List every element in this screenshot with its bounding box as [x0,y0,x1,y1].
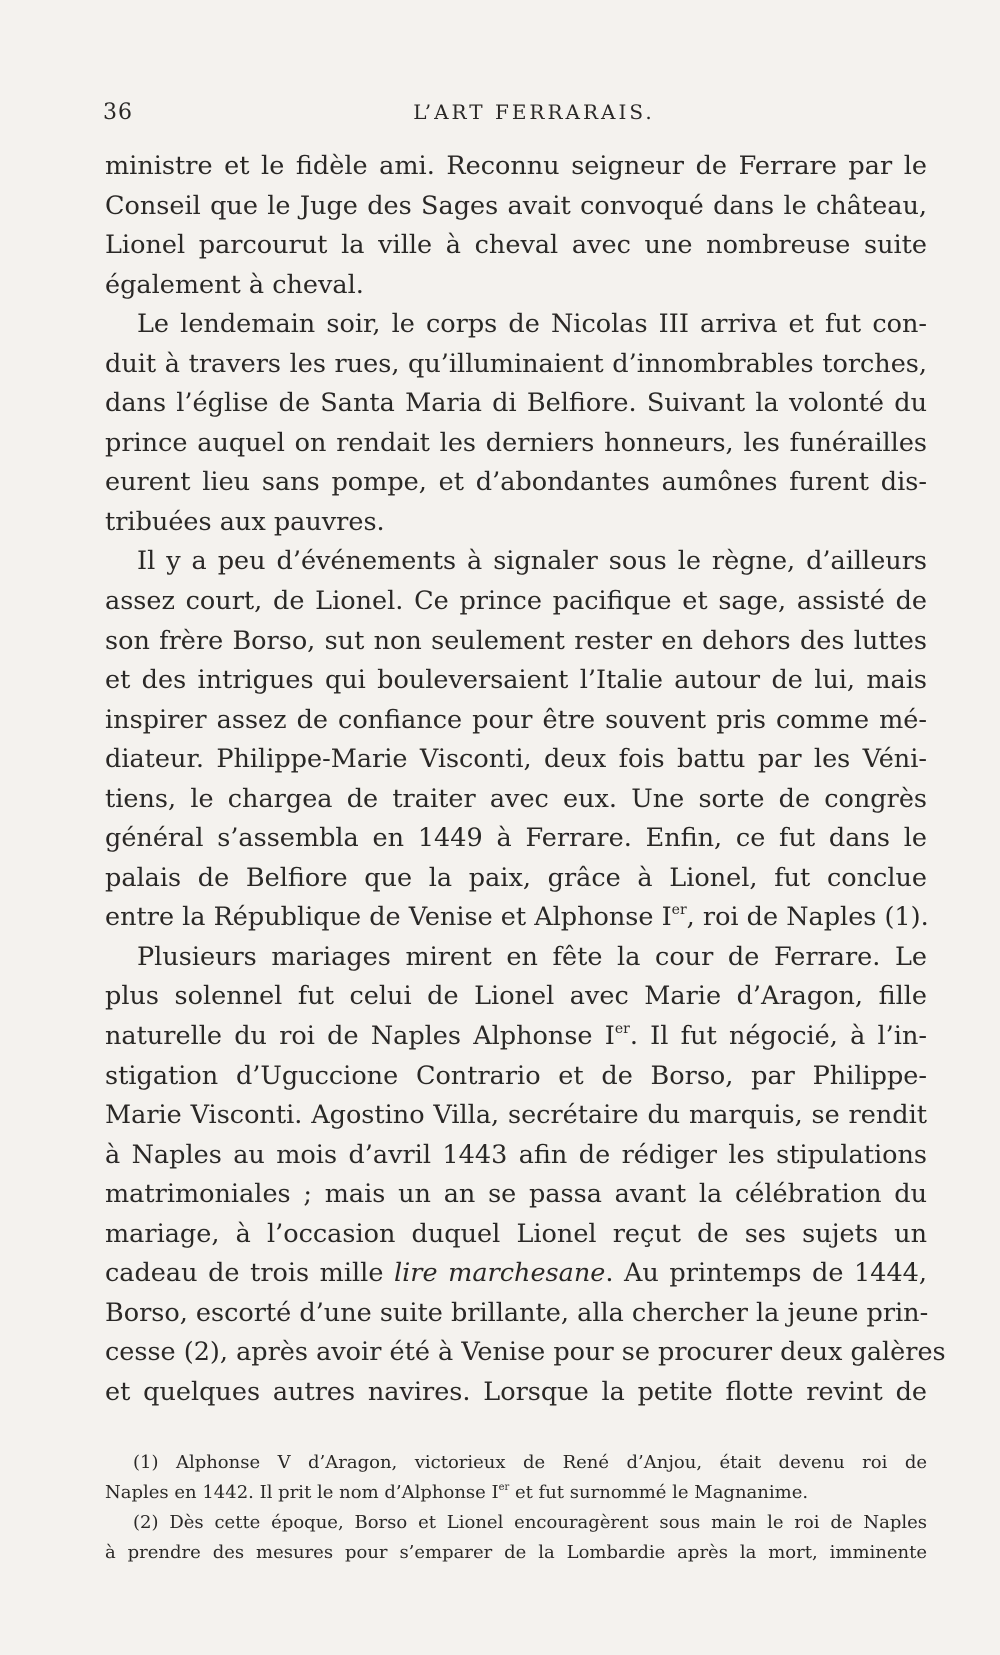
footnote-segment: et fut surnommé le Magnanime. [509,1482,809,1503]
text-line: et quelques autres navires. Lorsque la petite flotte revint de [105,1376,927,1407]
text-line: Borso, escorté d’une suite brillante, alla chercher la jeune prin- [105,1297,929,1328]
text-line: stigation d’Uguccione Contrario et de Borso, par Philippe- [105,1060,927,1091]
running-title: L’ART FERRARAIS. [413,100,655,124]
text-line: assez court, de Lionel. Ce prince pacifique et sage, assisté de [105,586,927,617]
text-line: prince auquel on rendait les derniers honneurs, les funérailles [105,427,927,458]
text-line: Plusieurs mariages mirent en fête la cour de Ferrare. Le [137,941,927,972]
text-line: ministre et le fidèle ami. Reconnu seigneur de Ferrare par le [105,151,927,181]
text-line: Marie Visconti. Agostino Villa, secrétaire du marquis, se rendit [105,1100,927,1131]
footnote-line: à prendre des mesures pour s’emparer de la Lombardie après la mort, imminente [105,1542,927,1563]
text-line: à Naples au mois d’avril 1443 afin de rédiger les stipulations [105,1139,927,1170]
text-line: dans l’église de Santa Maria di Belfiore. Suivant la volonté du [105,388,927,419]
text-line: Il y a peu d’événements à signaler sous le règne, d’ailleurs [137,546,927,577]
text-line: également à cheval. [105,269,364,300]
text-line: son frère Borso, sut non seulement rester en dehors des luttes [105,625,927,656]
text-line: eurent lieu sans pompe, et d’abondantes aumônes furent dis- [105,467,927,498]
text-line: duit à travers les rues, qu’illuminaient d’innombrables torches, [105,348,927,379]
footnote-segment: Naples en 1442. Il prit le nom d’Alphonse I [105,1482,499,1503]
text-segment: naturelle du roi de Naples Alphonse I [105,1021,615,1052]
text-segment: . Il fut négocié, à l’in- [629,1021,927,1052]
page-number: 36 [103,100,133,125]
footnotes [105,1448,927,1568]
page-header [103,100,925,128]
text-segment: . Au printemps de 1444, [605,1258,928,1289]
text-line: général s’assembla en 1449 à Ferrare. Enfin, ce fut dans le [105,823,927,854]
text-segment: , roi de Naples (1). [686,902,929,933]
footnote-line [105,1478,927,1508]
text-line: mariage, à l’occasion duquel Lionel reçut de ses sujets un [105,1218,927,1249]
footnote-line: (2) Dès cette époque, Borso et Lionel encouragèrent sous main le roi de Naples [133,1512,927,1533]
text-segment: cadeau de trois mille [105,1258,394,1289]
superscript: er [498,1482,510,1494]
text-line: inspirer assez de confiance pour être souvent pris comme mé- [105,704,927,735]
superscript: er [614,1020,630,1037]
superscript: er [671,902,687,919]
text-segment: entre la République de Venise et Alphonse I [105,902,672,933]
text-line [105,898,927,938]
body-text [105,147,946,1413]
text-line: cesse (2), après avoir été à Venise pour se procurer deux galères [105,1337,946,1368]
text-line: plus solennel fut celui de Lionel avec Marie d’Aragon, fille [105,981,927,1012]
text-line: tribuées aux pauvres. [105,506,385,537]
text-line: palais de Belfiore que la paix, grâce à Lionel, fut conclue [105,862,927,893]
text-line [105,1017,927,1057]
text-line: matrimoniales ; mais un an se passa avant la célébration du [105,1179,927,1210]
text-line: diateur. Philippe-Marie Visconti, deux fois battu par les Véni- [105,744,927,775]
footnote-line: (1) Alphonse V d’Aragon, victorieux de René d’Anjou, était devenu roi de [133,1452,927,1473]
text-line: Le lendemain soir, le corps de Nicolas III arriva et fut con- [137,309,927,340]
text-line: Conseil que le Juge des Sages avait convoqué dans le château, [105,190,927,221]
italic-text: lire marchesane [394,1258,606,1289]
text-line: et des intrigues qui bouleversaient l’Italie autour de lui, mais [105,665,927,696]
text-line [105,1254,927,1294]
text-line: tiens, le chargea de traiter avec eux. Une sorte de congrès [105,783,927,814]
text-line: Lionel parcourut la ville à cheval avec une nombreuse suite [105,230,927,261]
